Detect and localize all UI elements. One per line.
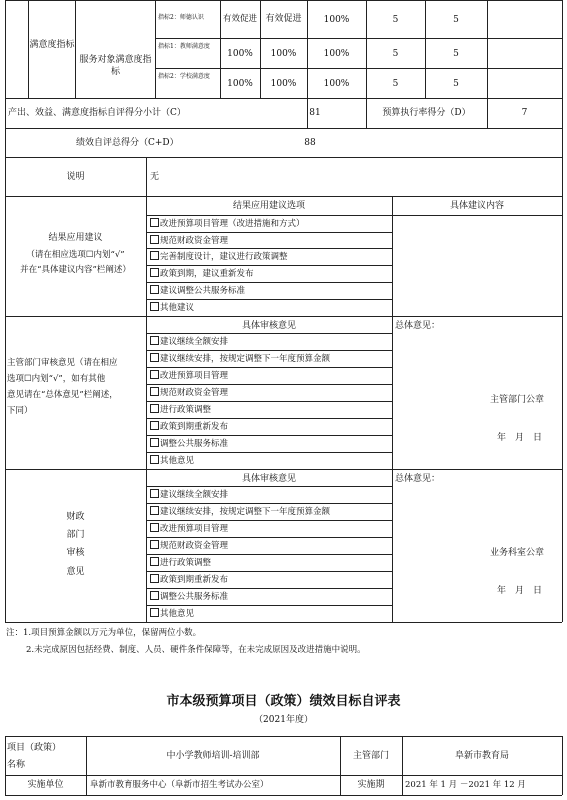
- apply-col-header: 结果应用建议选项: [232, 201, 305, 211]
- finance-seal: 业务科室公章: [490, 548, 545, 558]
- checkbox-icon[interactable]: [150, 591, 159, 600]
- checkbox-icon[interactable]: [150, 421, 159, 430]
- weight: 5: [392, 79, 399, 89]
- finance-option[interactable]: 其他意见: [150, 608, 194, 620]
- checkbox-icon[interactable]: [150, 489, 159, 498]
- checkbox-icon[interactable]: [150, 387, 159, 396]
- dept-option[interactable]: 其他意见: [150, 455, 194, 467]
- apply-option[interactable]: 改进预算项目管理（改进措施和方式）: [150, 218, 305, 230]
- score-rate: 100%: [323, 15, 350, 25]
- note-1: 注：1.项目预算金额以万元为单位，保留两位小数。: [6, 628, 202, 638]
- dept-col-header: 具体审核意见: [241, 321, 296, 331]
- apply-option[interactable]: 规范财政资金管理: [150, 235, 228, 247]
- finance-option[interactable]: 建议继续安排，按规定调整下一年度预算金额: [150, 506, 330, 518]
- dept-option[interactable]: 调整公共服务标准: [150, 438, 228, 450]
- score: 5: [453, 15, 459, 25]
- apply-option[interactable]: 其他建议: [150, 302, 194, 314]
- dept-option[interactable]: 建议继续全额安排: [150, 336, 228, 348]
- target-value: 有效促进: [222, 14, 257, 24]
- weight: 5: [392, 49, 399, 59]
- doc2-dept-value: 阜新市教育局: [454, 751, 509, 761]
- checkbox-icon[interactable]: [150, 540, 159, 549]
- apply-option[interactable]: 政策到期，建议重新发布: [150, 268, 254, 280]
- checkbox-icon[interactable]: [150, 285, 159, 294]
- checkbox-icon[interactable]: [150, 251, 159, 260]
- doc2-impl-value: 阜新市教育服务中心（阜新市招生考试办公室）: [90, 780, 269, 790]
- actual-value: 100%: [270, 49, 297, 59]
- doc2-period-value: 2021 年 1 月 －2021 年 12 月: [405, 780, 526, 790]
- subtotal-label: 产出、效益、满意度指标自评得分小计（C）: [8, 108, 186, 118]
- finance-date: 年 月 日: [497, 586, 543, 596]
- budget-score-value: 7: [521, 108, 528, 118]
- finance-option[interactable]: 规范财政资金管理: [150, 540, 228, 552]
- dept-option[interactable]: 改进预算项目管理: [150, 370, 228, 382]
- checkbox-icon[interactable]: [150, 370, 159, 379]
- doc2-year: （2021年度）: [254, 715, 313, 725]
- total-value: 88: [304, 138, 316, 148]
- finance-option[interactable]: 进行政策调整: [150, 557, 211, 569]
- actual-value: 100%: [270, 79, 297, 89]
- checkbox-icon[interactable]: [150, 506, 159, 515]
- dept-date: 年 月 日: [497, 433, 543, 443]
- doc2-dept-label: 主管部门: [352, 751, 389, 761]
- finance-col-header: 具体审核意见: [241, 474, 296, 484]
- indicator-name: 指标2：学校满意度: [158, 73, 210, 80]
- doc2-project-value: 中小学教师培训-培训部: [166, 751, 260, 761]
- checkbox-icon[interactable]: [150, 235, 159, 244]
- dept-option[interactable]: 建议继续安排，按规定调整下一年度预算金额: [150, 353, 330, 365]
- finance-option[interactable]: 调整公共服务标准: [150, 591, 228, 603]
- finance-overall-label: 总体意见：: [395, 474, 441, 484]
- target-value: 100%: [227, 49, 253, 59]
- indicator-name: 指标1：教师满意度: [158, 43, 210, 50]
- score-rate: 100%: [323, 79, 350, 89]
- dept-seal: 主管部门公章: [490, 395, 545, 405]
- checkbox-icon[interactable]: [150, 455, 159, 464]
- dept-option[interactable]: 政策到期重新发布: [150, 421, 228, 433]
- checkbox-icon[interactable]: [150, 268, 159, 277]
- finance-option[interactable]: 改进预算项目管理: [150, 523, 228, 535]
- weight: 5: [392, 15, 399, 25]
- apply-option[interactable]: 完善制度设计，建议进行政策调整: [150, 251, 288, 263]
- indicator-name: 指标2：师德认识: [158, 14, 204, 21]
- dept-overall-label: 总体意见：: [395, 321, 441, 331]
- finance-option[interactable]: 建议继续全额安排: [150, 489, 228, 501]
- total-label: 绩效自评总得分（C+D）: [76, 138, 179, 148]
- satisfaction-group-label: 满意度指标: [29, 40, 75, 50]
- doc2-title: 市本级预算项目（政策）绩效目标自评表: [166, 694, 401, 709]
- score: 5: [453, 79, 459, 89]
- apply-detail-header: 具体建议内容: [449, 201, 504, 211]
- doc2-impl-label: 实施单位: [27, 780, 64, 790]
- checkbox-icon[interactable]: [150, 438, 159, 447]
- satisfaction-sub-label: 服务对象满意度指标: [79, 55, 152, 77]
- score-rate: 100%: [323, 49, 350, 59]
- target-value: 100%: [227, 79, 253, 89]
- explain-label: 说明: [66, 172, 85, 182]
- actual-value: 有效促进: [265, 14, 302, 24]
- explain-value: 无: [150, 172, 160, 182]
- checkbox-icon[interactable]: [150, 574, 159, 583]
- subtotal-value: 81: [309, 108, 321, 118]
- budget-score-label: 预算执行率得分（D）: [382, 108, 471, 118]
- doc2-period-label: 实施期: [357, 780, 385, 790]
- checkbox-icon[interactable]: [150, 404, 159, 413]
- note-2: 2.未完成原因包括经费、制度、人员、硬件条件保障等，在未完成原因及改进措施中说明。: [26, 645, 366, 655]
- dept-option[interactable]: 规范财政资金管理: [150, 387, 228, 399]
- checkbox-icon[interactable]: [150, 336, 159, 345]
- score: 5: [453, 49, 459, 59]
- checkbox-icon[interactable]: [150, 218, 159, 227]
- checkbox-icon[interactable]: [150, 353, 159, 362]
- dept-option[interactable]: 进行政策调整: [150, 404, 211, 416]
- checkbox-icon[interactable]: [150, 608, 159, 617]
- checkbox-icon[interactable]: [150, 523, 159, 532]
- checkbox-icon[interactable]: [150, 557, 159, 566]
- finance-option[interactable]: 政策到期重新发布: [150, 574, 228, 586]
- apply-option[interactable]: 建议调整公共服务标准: [150, 285, 245, 297]
- checkbox-icon[interactable]: [150, 302, 159, 311]
